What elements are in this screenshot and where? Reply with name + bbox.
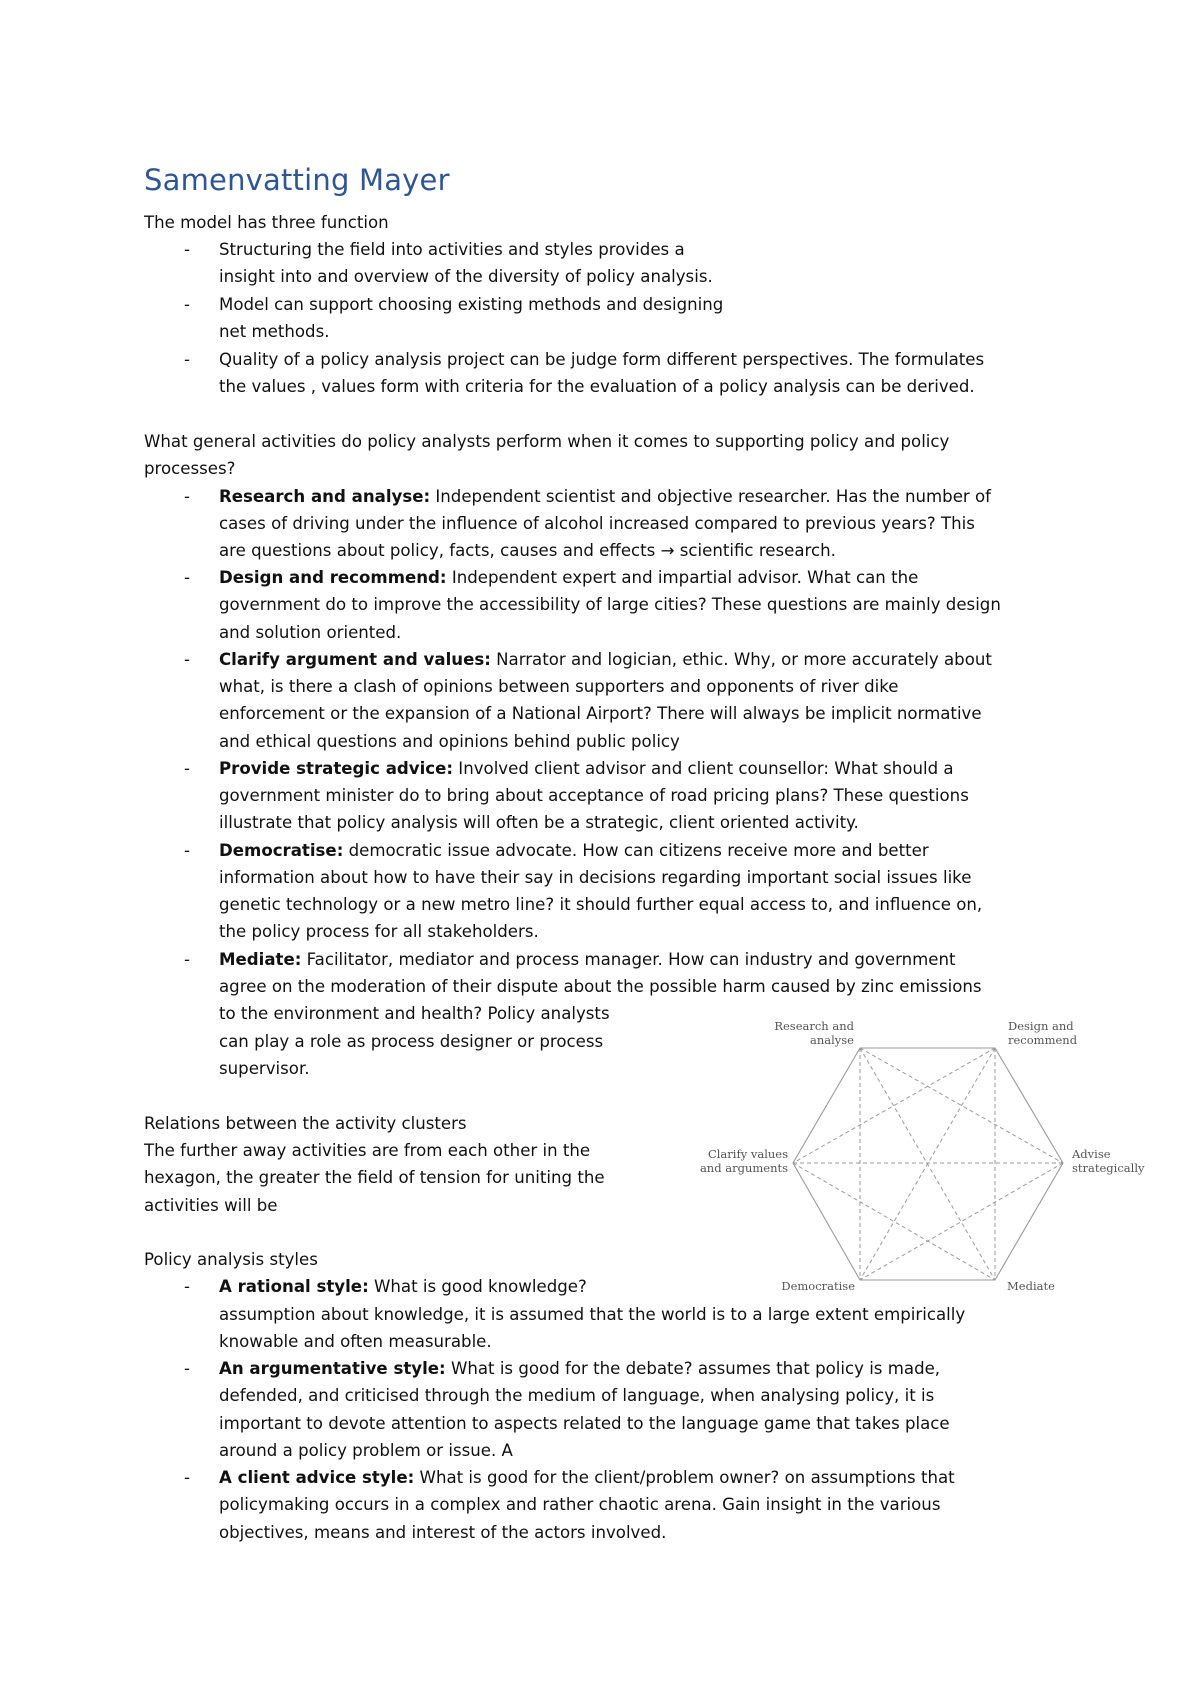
- label-mediate: Mediate: [1007, 1279, 1055, 1293]
- activity-design-line-1: Design and recommend: Independent expert and impartial advisor. What can the: [219, 568, 919, 587]
- bullet-dash: -: [184, 240, 190, 259]
- function-1-line-2: insight into and overview of the diversity of policy analysis.: [219, 267, 713, 286]
- activity-research-term: Research and analyse:: [219, 487, 431, 506]
- activity-research-line-2: cases of driving under the influence of alcohol increased compared to previous years? This: [219, 514, 975, 533]
- relations-line-2: hexagon, the greater the field of tension for uniting the: [144, 1168, 605, 1187]
- style-rational-line-1: A rational style: What is good knowledge?: [219, 1277, 587, 1296]
- bullet-dash: -: [184, 950, 190, 969]
- activity-research-line-3: are questions about policy, facts, causes and effects → scientific research.: [219, 541, 836, 560]
- activity-democratise-line-3: genetic technology or a new metro line? it should further equal access to, and influence on,: [219, 895, 983, 914]
- activity-mediate-line-5: supervisor.: [219, 1059, 310, 1078]
- relations-line-1: The further away activities are from each other in the: [144, 1141, 591, 1160]
- activity-clarify-line-2: what, is there a clash of opinions between supporters and opponents of river dike: [219, 677, 899, 696]
- hexagon-diagonals: [793, 1048, 1063, 1280]
- activity-research-line-1: Research and analyse: Independent scientist and objective researcher. Has the number of: [219, 487, 991, 506]
- bullet-dash: -: [184, 650, 190, 669]
- page-title: Samenvatting Mayer: [144, 163, 450, 197]
- style-rational-line-3: knowable and often measurable.: [219, 1332, 492, 1351]
- activity-design-term: Design and recommend:: [219, 568, 447, 587]
- activity-mediate-line-1: Mediate: Facilitator, mediator and process manager. How can industry and government: [219, 950, 956, 969]
- bullet-dash: -: [184, 1468, 190, 1487]
- activity-design-line-2: government do to improve the accessibility of large cities? These questions are mainly design: [219, 595, 1001, 614]
- bullet-dash: -: [184, 295, 190, 314]
- style-argumentative-term: An argumentative style:: [219, 1359, 446, 1378]
- label-advise: Advise strategically: [1072, 1147, 1145, 1175]
- style-client-term: A client advice style:: [219, 1468, 415, 1487]
- label-research: Research and analyse: [774, 1019, 854, 1047]
- activity-mediate-line-3: to the environment and health? Policy analysts: [219, 1004, 610, 1023]
- activity-democratise-term: Democratise:: [219, 841, 344, 860]
- label-design: Design and recommend: [1008, 1019, 1078, 1047]
- style-argumentative-line-1: An argumentative style: What is good for the debate? assumes that policy is made,: [219, 1359, 941, 1378]
- activity-clarify-line-3: enforcement or the expansion of a National Airport? There will always be implicit normative: [219, 704, 982, 723]
- style-rational-line-2: assumption about knowledge, it is assumed that the world is to a large extent empirically: [219, 1305, 966, 1324]
- activity-advice-term: Provide strategic advice:: [219, 759, 454, 778]
- activity-mediate-term: Mediate:: [219, 950, 302, 969]
- style-argumentative-line-3: important to devote attention to aspects related to the language game that takes place: [219, 1414, 950, 1433]
- style-client-line-3: objectives, means and interest of the actors involved.: [219, 1523, 667, 1542]
- activity-advice-line-3: illustrate that policy analysis will often be a strategic, client oriented activity.: [219, 813, 859, 832]
- label-democratise: Democratise: [781, 1279, 855, 1293]
- question-line-1: What general activities do policy analysts perform when it comes to supporting policy and policy: [144, 432, 950, 451]
- function-1-line-1: Structuring the field into activities and styles provides a: [219, 240, 685, 259]
- bullet-dash: -: [184, 487, 190, 506]
- style-client-line-1: A client advice style: What is good for the client/problem owner? on assumptions that: [219, 1468, 955, 1487]
- activity-advice-line-2: government minister do to bring about acceptance of road pricing plans? These questions: [219, 786, 969, 805]
- relations-line-3: activities will be: [144, 1196, 278, 1215]
- hexagon-lines: [793, 1048, 1063, 1280]
- activity-design-line-3: and solution oriented.: [219, 623, 402, 642]
- bullet-dash: -: [184, 350, 190, 369]
- style-argumentative-line-4: around a policy problem or issue. A: [219, 1441, 513, 1460]
- style-argumentative-line-2: defended, and criticised through the medium of language, when analysing policy, it is: [219, 1386, 935, 1405]
- activity-democratise-line-4: the policy process for all stakeholders.: [219, 922, 539, 941]
- activity-democratise-line-1: Democratise: democratic issue advocate. How can citizens receive more and better: [219, 841, 929, 860]
- activity-mediate-line-2: agree on the moderation of their dispute about the possible harm caused by zinc emissions: [219, 977, 982, 996]
- relations-heading: Relations between the activity clusters: [144, 1114, 467, 1133]
- styles-heading: Policy analysis styles: [144, 1250, 318, 1269]
- function-3-line-2: the values , values form with criteria for the evaluation of a policy analysis can be derived.: [219, 377, 975, 396]
- label-clarify: Clarify values and arguments: [699, 1147, 788, 1175]
- style-rational-term: A rational style:: [219, 1277, 369, 1296]
- activity-democratise-line-2: information about how to have their say in decisions regarding important social issues like: [219, 868, 972, 887]
- activity-clarify-line-4: and ethical questions and opinions behind public policy: [219, 732, 680, 751]
- activity-clarify-term: Clarify argument and values:: [219, 650, 491, 669]
- bullet-dash: -: [184, 759, 190, 778]
- activity-mediate-line-4: can play a role as process designer or process: [219, 1032, 604, 1051]
- bullet-dash: -: [184, 841, 190, 860]
- function-3-line-1: Quality of a policy analysis project can be judge form different perspectives. The formulates: [219, 350, 985, 369]
- activity-clarify-line-1: Clarify argument and values: Narrator and logician, ethic. Why, or more accurately about: [219, 650, 992, 669]
- bullet-dash: -: [184, 1277, 190, 1296]
- activity-advice-line-1: Provide strategic advice: Involved client advisor and client counsellor: What should a: [219, 759, 954, 778]
- bullet-dash: -: [184, 568, 190, 587]
- style-client-line-2: policymaking occurs in a complex and rather chaotic arena. Gain insight in the various: [219, 1495, 941, 1514]
- bullet-dash: -: [184, 1359, 190, 1378]
- intro-line: The model has three function: [144, 213, 389, 232]
- function-2-line-2: net methods.: [219, 322, 330, 341]
- question-line-2: processes?: [144, 459, 236, 478]
- function-2-line-1: Model can support choosing existing methods and designing: [219, 295, 724, 314]
- activity-hexagon-figure: [690, 1015, 1160, 1300]
